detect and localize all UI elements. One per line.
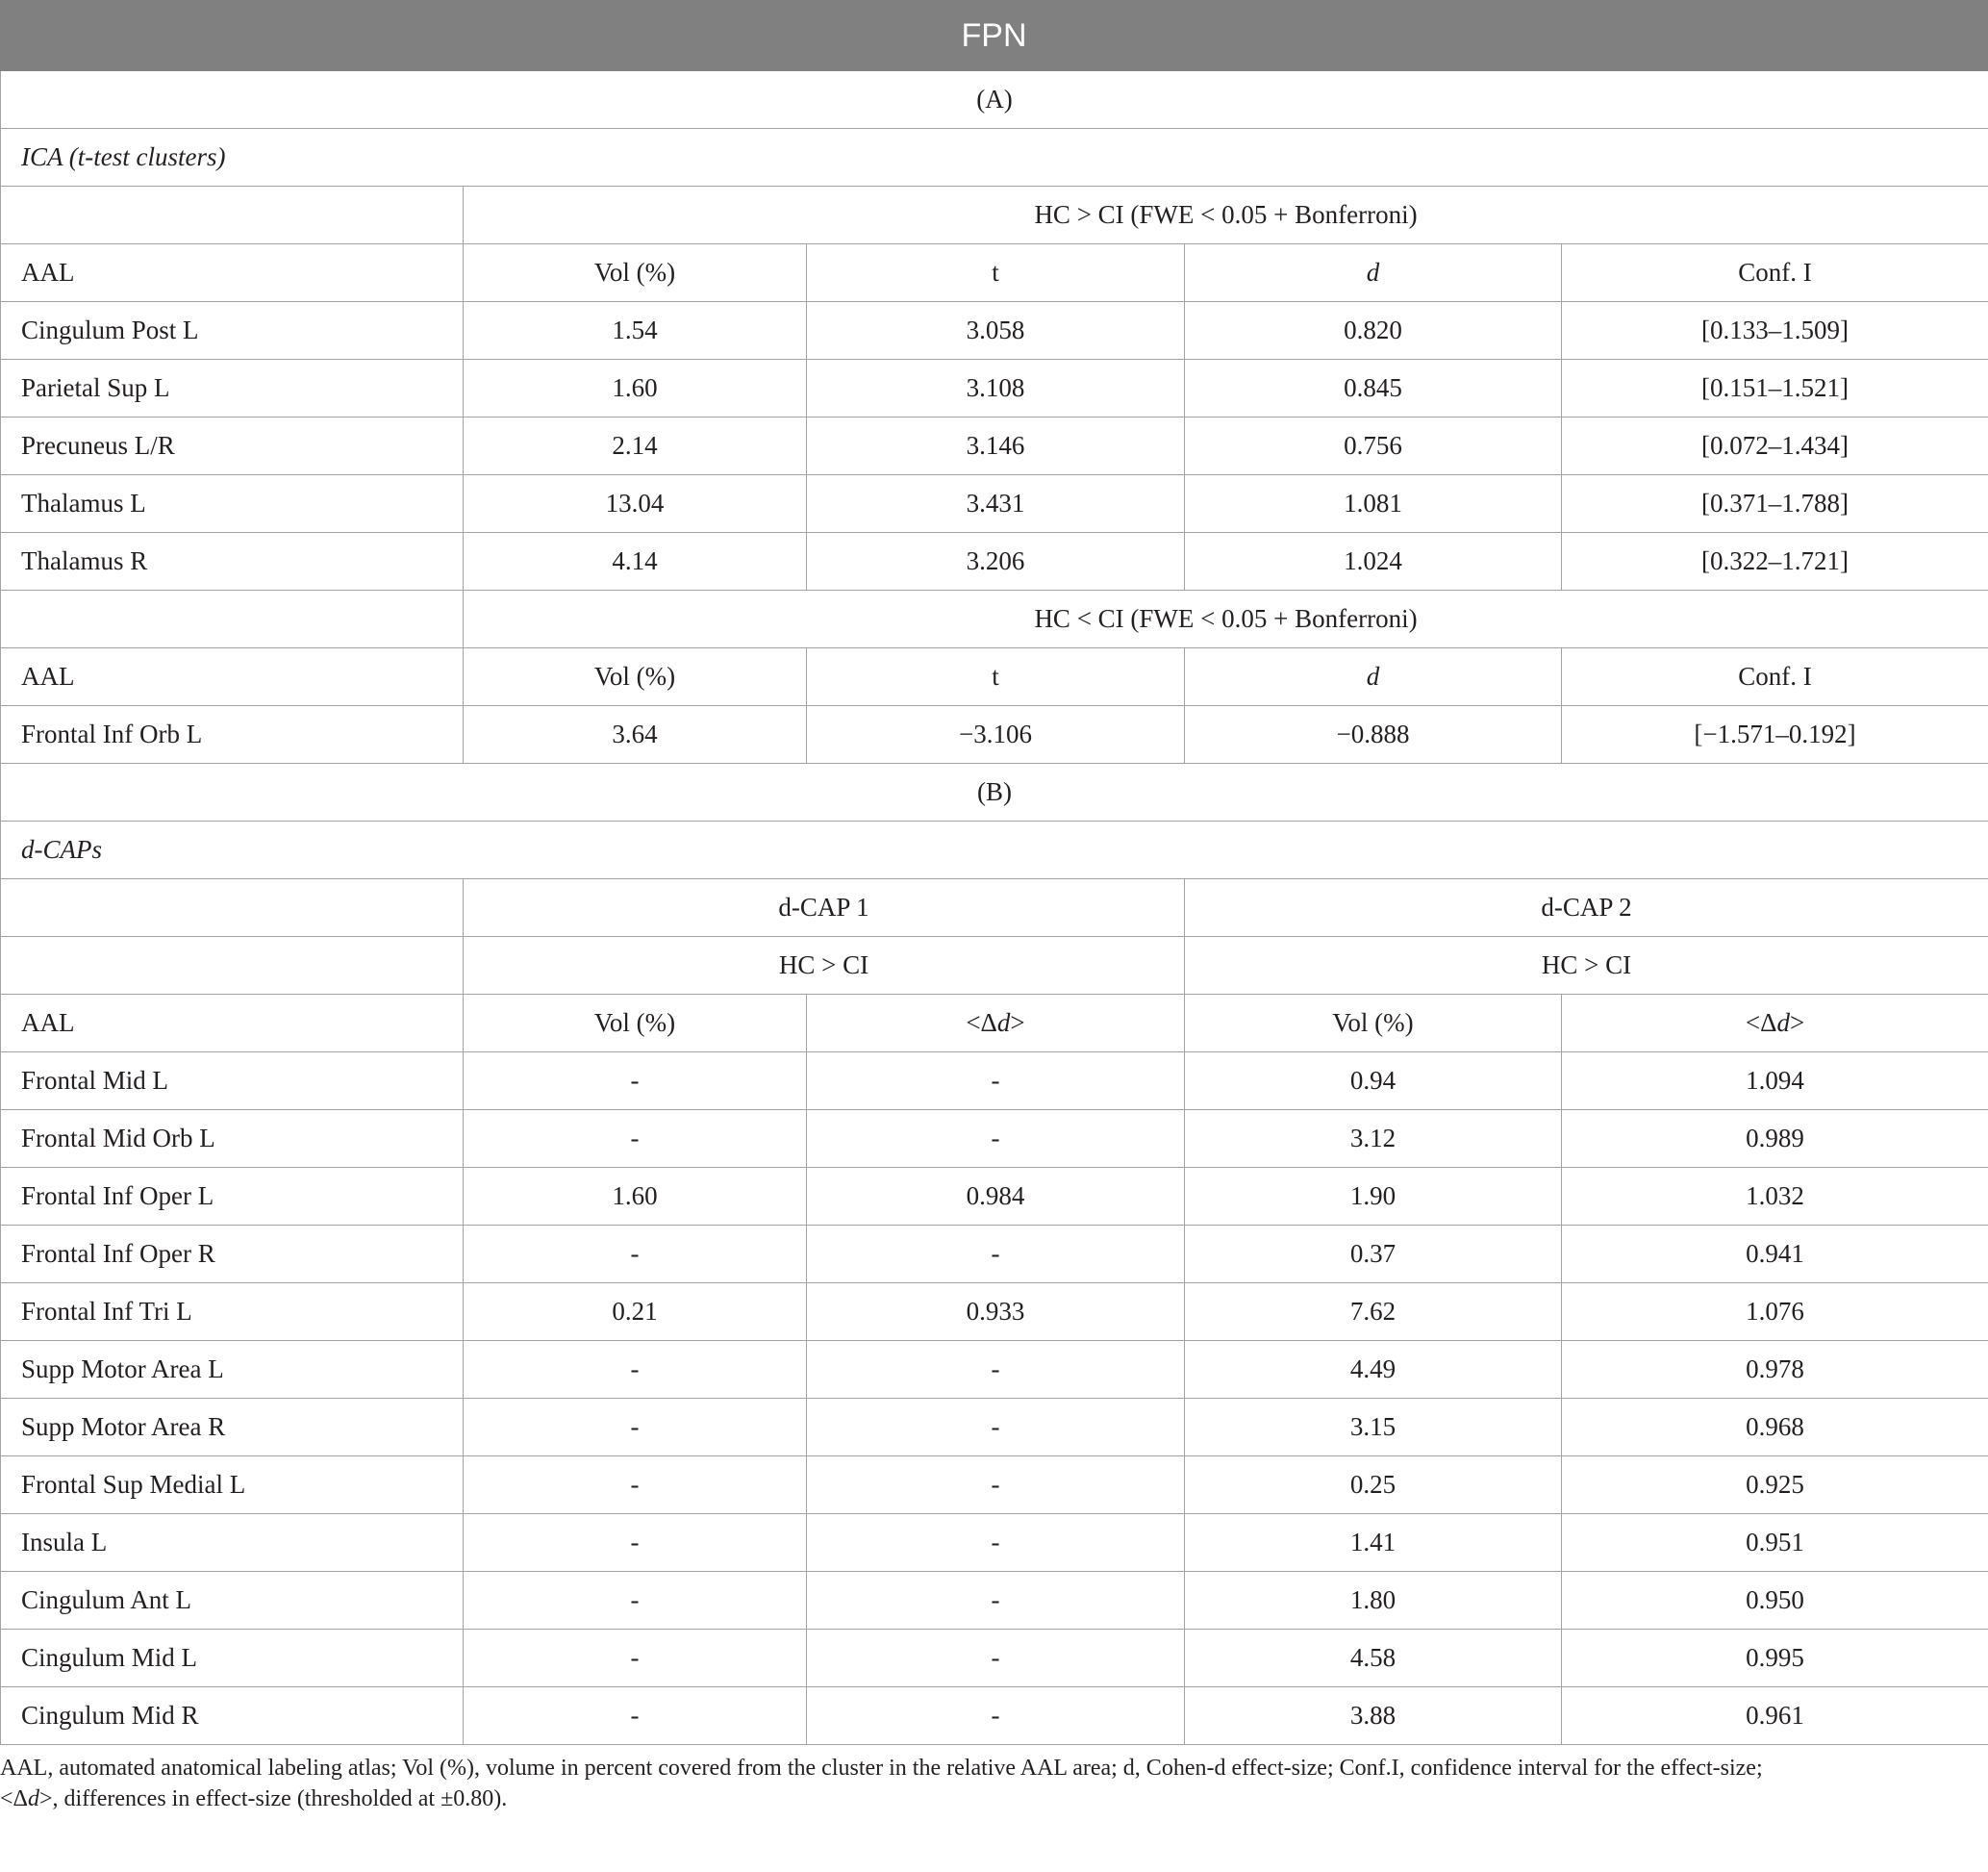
- cap-1-vol-cell: -: [464, 1630, 807, 1687]
- cap-2-vol-cell: 1.80: [1185, 1572, 1562, 1630]
- region-cell: Cingulum Post L: [1, 302, 464, 360]
- cap-2-vol-cell: 3.88: [1185, 1687, 1562, 1745]
- region-cell: Frontal Inf Orb L: [1, 706, 464, 764]
- header-aal: AAL: [1, 648, 464, 706]
- vol-cell: 4.14: [464, 533, 807, 591]
- header-t: t: [807, 648, 1185, 706]
- header-vol: Vol (%): [464, 648, 807, 706]
- header-cap-1-vol: Vol (%): [464, 995, 807, 1052]
- cap-2-vol-cell: 0.25: [1185, 1456, 1562, 1514]
- region-cell: Supp Motor Area L: [1, 1341, 464, 1399]
- delta-var: d: [1776, 1008, 1790, 1037]
- cap-1-delta-d-cell: -: [807, 1399, 1185, 1456]
- contrast-label: HC < CI (FWE < 0.05 + Bonferroni): [464, 591, 1988, 648]
- cap-1-delta-d-cell: 0.984: [807, 1168, 1185, 1226]
- cap-2-delta-d-cell: 1.094: [1562, 1052, 1988, 1110]
- cap-2-vol-cell: 3.12: [1185, 1110, 1562, 1168]
- region-cell: Thalamus R: [1, 533, 464, 591]
- vol-cell: 13.04: [464, 475, 807, 533]
- cap-1-vol-cell: -: [464, 1110, 807, 1168]
- cap-1-name: d-CAP 1: [464, 879, 1185, 937]
- contrast-row: [1, 591, 1988, 648]
- cap-2-vol-cell: 4.49: [1185, 1341, 1562, 1399]
- d-cell: −0.888: [1185, 706, 1562, 764]
- contrast-label: HC > CI (FWE < 0.05 + Bonferroni): [464, 187, 1988, 244]
- section-a-label: (A): [1, 71, 1988, 129]
- conf-interval-cell: [0.151–1.521]: [1562, 360, 1988, 417]
- cap-2-vol-cell: 3.15: [1185, 1399, 1562, 1456]
- table-row: [1, 1283, 1988, 1341]
- header-d: d: [1185, 648, 1562, 706]
- header-aal: AAL: [1, 995, 464, 1052]
- cap-2-contrast: HC > CI: [1185, 937, 1988, 995]
- cap-1-vol-cell: -: [464, 1572, 807, 1630]
- table-row: [1, 1514, 1988, 1572]
- cap-2-delta-d-cell: 0.950: [1562, 1572, 1988, 1630]
- cap-1-delta-d-cell: -: [807, 1630, 1185, 1687]
- section-b-label: (B): [1, 764, 1988, 822]
- region-cell: Frontal Mid Orb L: [1, 1110, 464, 1168]
- table-row: [1, 475, 1988, 533]
- cap-2-delta-d-cell: 0.995: [1562, 1630, 1988, 1687]
- region-cell: Frontal Sup Medial L: [1, 1456, 464, 1514]
- delta-open: <Δ: [966, 1008, 997, 1037]
- cap-2-vol-cell: 1.41: [1185, 1514, 1562, 1572]
- section-a-method: ICA (t-test clusters): [1, 129, 1988, 187]
- conf-interval-cell: [0.072–1.434]: [1562, 417, 1988, 475]
- table-row: [1, 1687, 1988, 1745]
- cap-1-vol-cell: -: [464, 1341, 807, 1399]
- results-table: [0, 71, 1988, 1745]
- column-header-row: [1, 244, 1988, 302]
- cap-1-delta-d-cell: -: [807, 1341, 1185, 1399]
- cap-contrast-row: [1, 937, 1988, 995]
- d-cell: 0.845: [1185, 360, 1562, 417]
- table-row: [1, 417, 1988, 475]
- cap-1-delta-d-cell: -: [807, 1687, 1185, 1745]
- region-cell: Cingulum Mid R: [1, 1687, 464, 1745]
- contrast-row: [1, 187, 1988, 244]
- cap-2-vol-cell: 1.90: [1185, 1168, 1562, 1226]
- section-a-label-row: [1, 71, 1988, 129]
- cap-1-vol-cell: -: [464, 1052, 807, 1110]
- conf-interval-cell: [0.322–1.721]: [1562, 533, 1988, 591]
- cap-1-delta-d-cell: -: [807, 1572, 1185, 1630]
- table-footnote: [0, 1745, 1988, 1814]
- cap-2-delta-d-cell: 0.925: [1562, 1456, 1988, 1514]
- footnote-delta-open: <Δ: [0, 1786, 28, 1811]
- cap-2-delta-d-cell: 0.941: [1562, 1226, 1988, 1283]
- header-t: t: [807, 244, 1185, 302]
- header-aal: AAL: [1, 244, 464, 302]
- header-cap-2-vol: Vol (%): [1185, 995, 1562, 1052]
- t-cell: 3.431: [807, 475, 1185, 533]
- table-row: [1, 1226, 1988, 1283]
- d-cell: 0.820: [1185, 302, 1562, 360]
- vol-cell: 1.54: [464, 302, 807, 360]
- vol-cell: 3.64: [464, 706, 807, 764]
- footnote-line-2-rest: >, differences in effect-size (thresholded at ±0.80).: [38, 1786, 508, 1811]
- cap-1-vol-cell: -: [464, 1514, 807, 1572]
- section-a-method-row: [1, 129, 1988, 187]
- region-cell: Cingulum Mid L: [1, 1630, 464, 1687]
- delta-close: >: [1010, 1008, 1025, 1037]
- t-cell: 3.206: [807, 533, 1185, 591]
- table-title-bar: [0, 0, 1988, 71]
- header-cap-1-delta-d: [807, 995, 1185, 1052]
- cap-1-delta-d-cell: -: [807, 1110, 1185, 1168]
- empty-cell: [1, 187, 464, 244]
- cap-1-vol-cell: 0.21: [464, 1283, 807, 1341]
- vol-cell: 1.60: [464, 360, 807, 417]
- cap-name-row: [1, 879, 1988, 937]
- cap-2-name: d-CAP 2: [1185, 879, 1988, 937]
- cap-1-contrast: HC > CI: [464, 937, 1185, 995]
- cap-1-vol-cell: -: [464, 1226, 807, 1283]
- table-title: FPN: [961, 17, 1027, 54]
- cap-1-vol-cell: -: [464, 1456, 807, 1514]
- delta-open: <Δ: [1745, 1008, 1777, 1037]
- footnote-delta-var: d: [27, 1786, 39, 1811]
- footnote-line-2: [0, 1783, 1988, 1814]
- section-b-method-row: [1, 822, 1988, 879]
- cap-1-vol-cell: -: [464, 1687, 807, 1745]
- region-cell: Parietal Sup L: [1, 360, 464, 417]
- section-b-method: d-CAPs: [1, 822, 1988, 879]
- region-cell: Precuneus L/R: [1, 417, 464, 475]
- cap-2-delta-d-cell: 1.032: [1562, 1168, 1988, 1226]
- column-header-row: [1, 995, 1988, 1052]
- t-cell: 3.108: [807, 360, 1185, 417]
- table-row: [1, 706, 1988, 764]
- table-row: [1, 302, 1988, 360]
- cap-1-delta-d-cell: -: [807, 1226, 1185, 1283]
- table-row: [1, 1168, 1988, 1226]
- cap-2-vol-cell: 0.37: [1185, 1226, 1562, 1283]
- region-cell: Frontal Mid L: [1, 1052, 464, 1110]
- header-cap-2-delta-d: [1562, 995, 1988, 1052]
- empty-cell: [1, 591, 464, 648]
- table-row: [1, 1630, 1988, 1687]
- column-header-row: [1, 648, 1988, 706]
- delta-close: >: [1789, 1008, 1805, 1037]
- empty-cell: [1, 879, 464, 937]
- d-cell: 0.756: [1185, 417, 1562, 475]
- empty-cell: [1, 937, 464, 995]
- section-b-label-row: [1, 764, 1988, 822]
- cap-2-delta-d-cell: 0.968: [1562, 1399, 1988, 1456]
- cap-1-vol-cell: -: [464, 1399, 807, 1456]
- region-cell: Supp Motor Area R: [1, 1399, 464, 1456]
- t-cell: 3.146: [807, 417, 1185, 475]
- conf-interval-cell: [0.133–1.509]: [1562, 302, 1988, 360]
- table-row: [1, 360, 1988, 417]
- region-cell: Frontal Inf Oper R: [1, 1226, 464, 1283]
- header-conf-interval: Conf. I: [1562, 648, 1988, 706]
- t-cell: −3.106: [807, 706, 1185, 764]
- cap-1-delta-d-cell: -: [807, 1052, 1185, 1110]
- footnote-line-1: AAL, automated anatomical labeling atlas; Vol (%), volume in percent covered from the cluster in the relative AAL area; d, Cohen-d effect-size; Conf.I, confidence interval for the effect-size;: [0, 1756, 1763, 1781]
- table-row: [1, 1110, 1988, 1168]
- cap-2-delta-d-cell: 0.961: [1562, 1687, 1988, 1745]
- delta-var: d: [996, 1008, 1011, 1037]
- header-vol: Vol (%): [464, 244, 807, 302]
- conf-interval-cell: [0.371–1.788]: [1562, 475, 1988, 533]
- cap-2-vol-cell: 7.62: [1185, 1283, 1562, 1341]
- region-cell: Insula L: [1, 1514, 464, 1572]
- table-row: [1, 1052, 1988, 1110]
- cap-1-vol-cell: 1.60: [464, 1168, 807, 1226]
- region-cell: Cingulum Ant L: [1, 1572, 464, 1630]
- region-cell: Thalamus L: [1, 475, 464, 533]
- table-row: [1, 1399, 1988, 1456]
- region-cell: Frontal Inf Oper L: [1, 1168, 464, 1226]
- header-conf-interval: Conf. I: [1562, 244, 1988, 302]
- table-row: [1, 1572, 1988, 1630]
- table-row: [1, 533, 1988, 591]
- cap-1-delta-d-cell: -: [807, 1514, 1185, 1572]
- table-row: [1, 1456, 1988, 1514]
- t-cell: 3.058: [807, 302, 1185, 360]
- region-cell: Frontal Inf Tri L: [1, 1283, 464, 1341]
- cap-2-delta-d-cell: 1.076: [1562, 1283, 1988, 1341]
- cap-1-delta-d-cell: -: [807, 1456, 1185, 1514]
- header-d: d: [1185, 244, 1562, 302]
- cap-2-delta-d-cell: 0.989: [1562, 1110, 1988, 1168]
- d-cell: 1.024: [1185, 533, 1562, 591]
- cap-2-delta-d-cell: 0.951: [1562, 1514, 1988, 1572]
- table-row: [1, 1341, 1988, 1399]
- d-cell: 1.081: [1185, 475, 1562, 533]
- cap-2-vol-cell: 0.94: [1185, 1052, 1562, 1110]
- conf-interval-cell: [−1.571–0.192]: [1562, 706, 1988, 764]
- cap-2-vol-cell: 4.58: [1185, 1630, 1562, 1687]
- vol-cell: 2.14: [464, 417, 807, 475]
- cap-2-delta-d-cell: 0.978: [1562, 1341, 1988, 1399]
- cap-1-delta-d-cell: 0.933: [807, 1283, 1185, 1341]
